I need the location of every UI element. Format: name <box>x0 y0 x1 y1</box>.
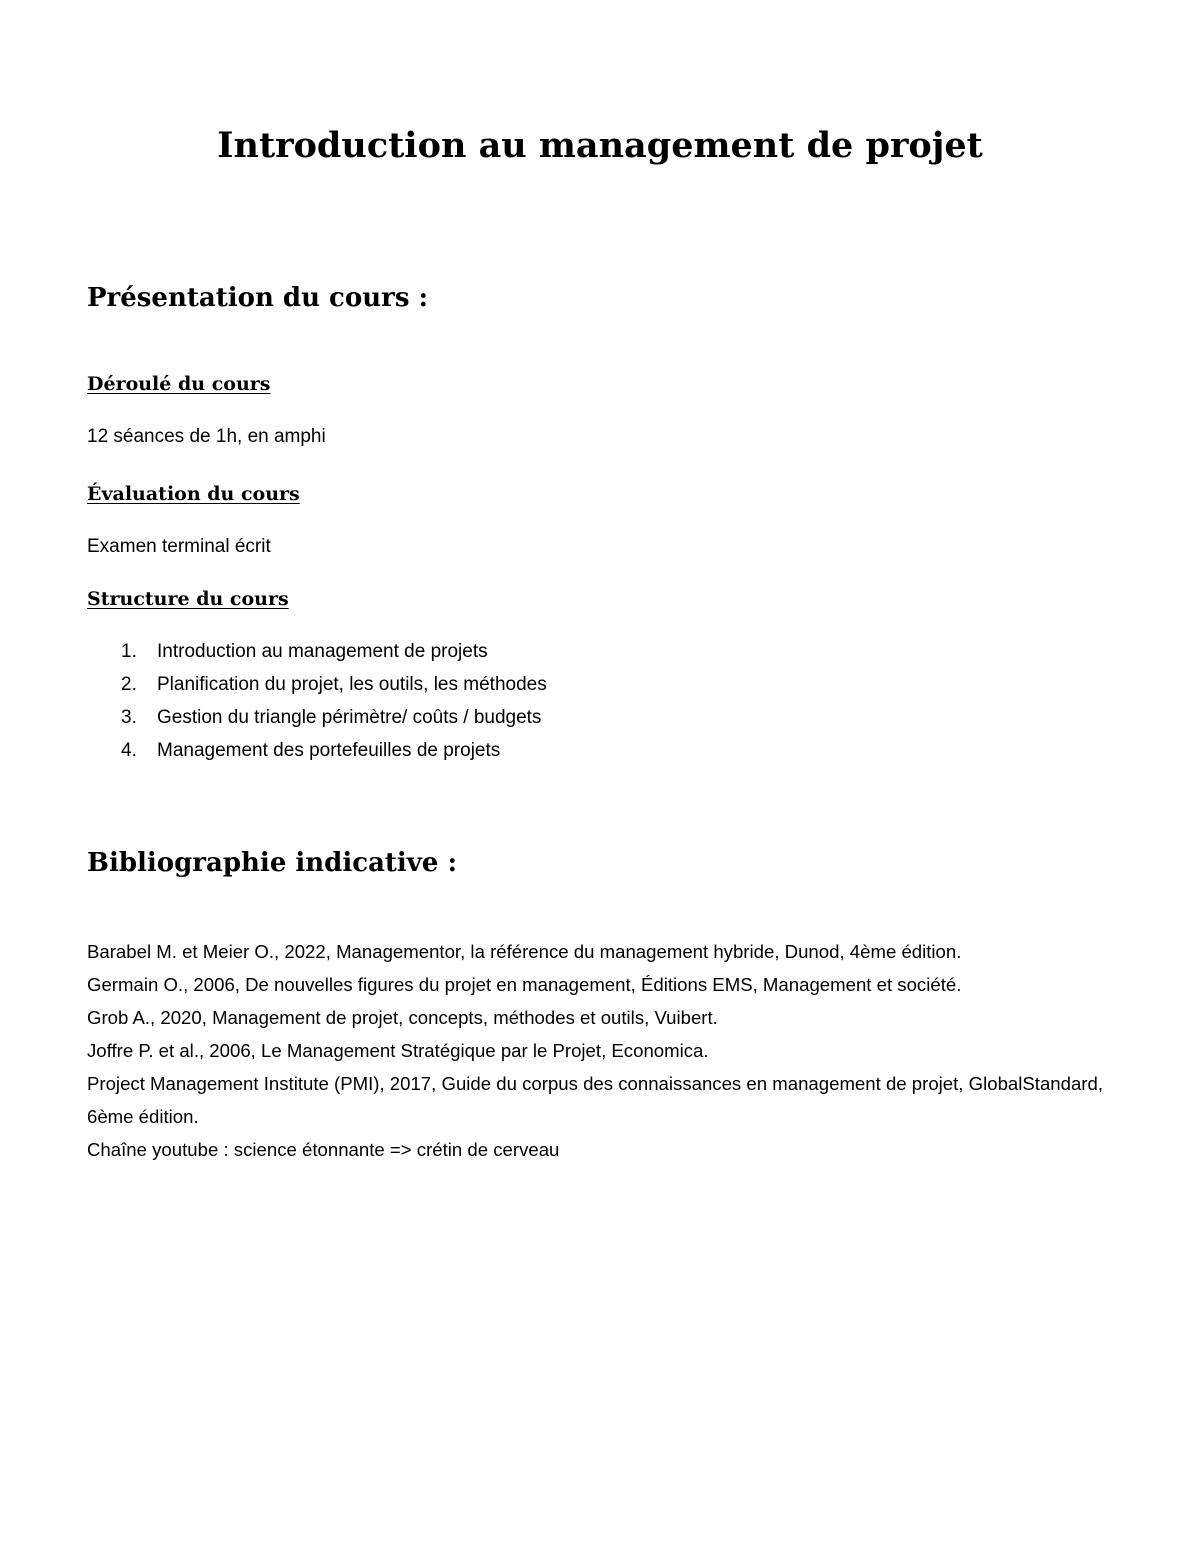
deroule-heading: Déroulé du cours <box>87 373 271 395</box>
list-item-label: Management des portefeuilles de projets <box>157 740 501 761</box>
bibliography-entry: Joffre P. et al., 2006, Le Management Stratégique par le Projet, Economica. <box>87 1040 709 1061</box>
bibliography-list <box>87 935 1127 1166</box>
list-item-label: Introduction au management de projets <box>157 641 488 662</box>
deroule-text: 12 séances de 1h, en amphi <box>87 426 326 447</box>
evaluation-heading: Évaluation du cours <box>87 483 300 505</box>
list-item-number: 4. <box>121 740 137 761</box>
presentation-heading: Présentation du cours : <box>87 283 429 313</box>
list-item-number: 1. <box>121 641 137 662</box>
page-title: Introduction au management de projet <box>217 125 983 166</box>
bibliography-entry: Germain O., 2006, De nouvelles figures du projet en management, Éditions EMS, Management et société. <box>87 974 962 995</box>
list-item-label: Gestion du triangle périmètre/ coûts / budgets <box>157 707 542 728</box>
list-item-number: 2. <box>121 674 137 695</box>
bibliography-entry: Chaîne youtube : science étonnante => crétin de cerveau <box>87 1139 560 1160</box>
bibliography-entry: Project Management Institute (PMI), 2017, Guide du corpus des connaissances en management de projet, GlobalStandard, 6ème édition. <box>87 1073 1104 1127</box>
structure-heading: Structure du cours <box>87 588 289 610</box>
list-item-label: Planification du projet, les outils, les méthodes <box>157 674 547 695</box>
bibliography-heading: Bibliographie indicative : <box>87 848 458 878</box>
bibliography-entry: Grob A., 2020, Management de projet, concepts, méthodes et outils, Vuibert. <box>87 1007 718 1028</box>
bibliography-entry: Barabel M. et Meier O., 2022, Managementor, la référence du management hybride, Dunod, 4ème édition. <box>87 941 962 962</box>
evaluation-text: Examen terminal écrit <box>87 536 271 557</box>
list-item-number: 3. <box>121 707 137 728</box>
